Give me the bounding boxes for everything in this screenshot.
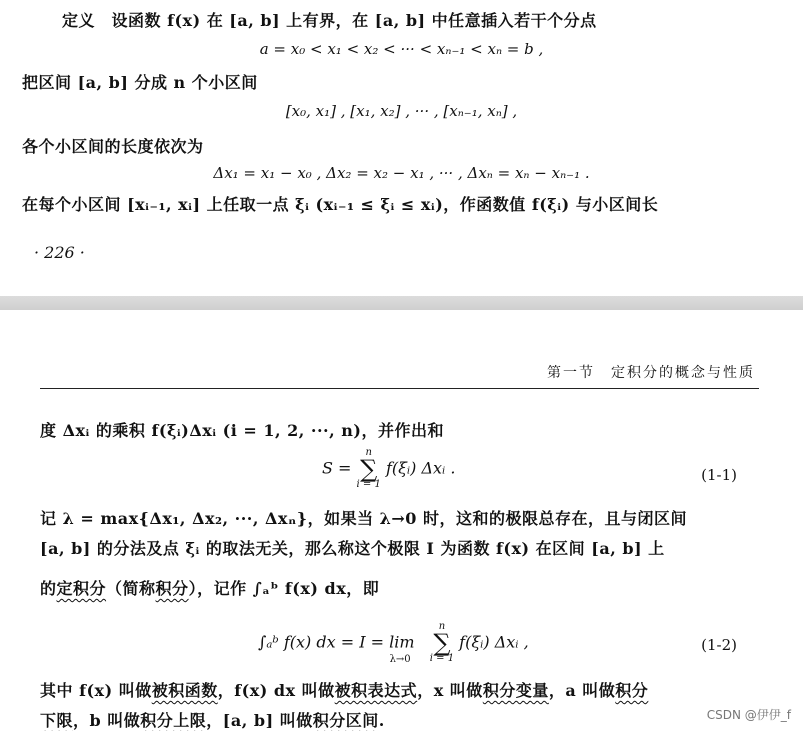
riemann-sum-equation (322, 448, 455, 490)
equation-number-1-1: (1-1) (701, 466, 737, 484)
sigma-symbol-2: n ∑ i = 1 (429, 621, 455, 664)
page-separator (0, 296, 803, 310)
page-227 (0, 310, 803, 731)
terminology-line-2: 下限，b 叫做积分上限，[a, b] 叫做积分区间. (40, 711, 385, 730)
definite-integral-equation (258, 622, 529, 664)
length-intro: 各个小区间的长度依次为 (22, 137, 204, 156)
page-number: · 226 · (34, 243, 85, 262)
notation-line: 的定积分（简称积分），记作 ∫ₐᵇ f(x) dx，即 (40, 579, 380, 598)
terminology-line-1: 其中 f(x) 叫做被积函数，f(x) dx 叫做被积表达式，x 叫做积分变量，a 叫做积分 (40, 681, 649, 700)
subinterval-intro: 把区间 [a, b] 分成 n 个小区间 (22, 73, 258, 92)
term-integrand: 被积函数 (151, 681, 218, 700)
sum-rhs: f(ξᵢ) Δxᵢ . (385, 458, 456, 478)
limit-line: 记 λ = max{Δx₁, Δx₂, ···, Δxₙ}，如果当 λ→0 时，这和的极限总存在，且与闭区间 (40, 509, 687, 528)
term-integral: 积分 (155, 579, 189, 598)
sample-point-line: 在每个小区间 [xᵢ₋₁, xᵢ] 上任取一点 ξᵢ (xᵢ₋₁ ≤ ξᵢ ≤ xᵢ)，作函数值 f(ξᵢ) 与小区间长 (22, 195, 659, 214)
term-integrand-expression: 被积表达式 (334, 681, 418, 700)
csdn-watermark: CSDN @伊伊_f (706, 708, 791, 722)
product-line: 度 Δxᵢ 的乘积 f(ξᵢ)Δxᵢ (i = 1, 2, ···, n)，并作出和 (40, 421, 444, 440)
subintervals-list: [x₀, x₁] , [x₁, x₂] , ··· , [xₙ₋₁, xₙ] , (285, 102, 518, 120)
term-integration-interval: 积分区间 (312, 711, 379, 730)
partition-equation: a = x₀ < x₁ < x₂ < ··· < xₙ₋₁ < xₙ = b , (259, 40, 544, 58)
header-rule (40, 388, 759, 389)
independence-line: [a, b] 的分法及点 ξᵢ 的取法无关，那么称这个极限 I 为函数 f(x) 在区间 [a, b] 上 (40, 539, 665, 558)
definition-line: 定义 设函数 f(x) 在 [a, b] 上有界，在 [a, b] 中任意插入若干个分点 (62, 11, 597, 30)
term-integral-prefix: 积分 (615, 681, 649, 700)
limit-subscript: λ→0 (389, 653, 411, 665)
term-definite-integral: 定积分 (56, 579, 107, 598)
equation-number-1-2: (1-2) (701, 636, 737, 654)
term-lower-limit: 下限 (40, 711, 74, 730)
term-upper-limit: 积分上限 (140, 711, 207, 730)
integral-rhs: f(ξᵢ) Δxᵢ , (459, 632, 529, 652)
sigma-symbol: n ∑ i = 1 (356, 447, 381, 490)
term-integration-variable: 积分变量 (482, 681, 549, 700)
length-equation: Δx₁ = x₁ − x₀ , Δx₂ = x₂ − x₁ , ··· , Δxₙ = xₙ − xₙ₋₁ . (213, 164, 590, 182)
integral-lhs: ∫ₐᵇ f(x) dx = I = lim (258, 632, 415, 652)
section-header: 第一节 定积分的概念与性质 (547, 365, 755, 381)
sum-lhs: S = (322, 458, 352, 478)
page-226 (0, 0, 803, 296)
